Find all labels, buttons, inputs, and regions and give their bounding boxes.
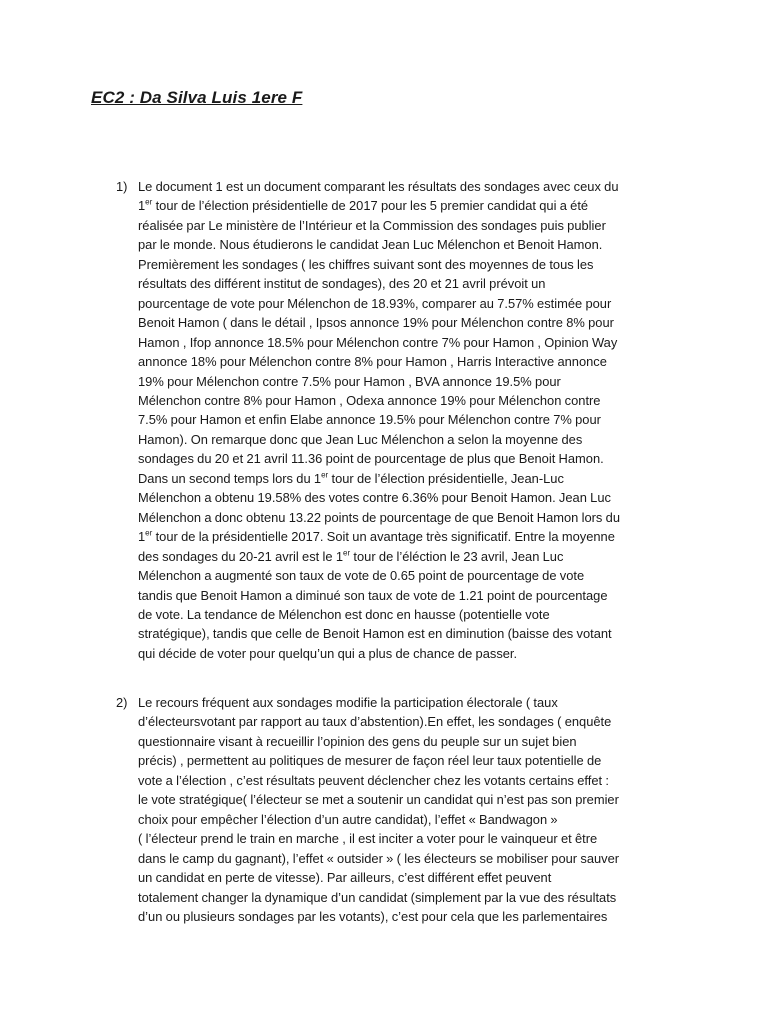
text-line: d’un ou plusieurs sondages par les votants), c’est pour cela que les parlementaires: [138, 908, 608, 924]
answer-1: [116, 177, 714, 663]
answer-2: [116, 693, 714, 926]
text-line: stratégique), tandis que celle de Benoit Hamon est en diminution (baisse des votant: [138, 626, 612, 642]
text-line: 7.5% pour Hamon et enfin Elabe annonce 19.5% pour Mélenchon contre 7% pour: [138, 412, 601, 428]
text-line: vote a l’élection , c’est résultats peuvent déclencher chez les votants certains effet :: [138, 772, 609, 788]
text-line: résultats des différent institut de sondages), des 20 et 21 avril prévoit un: [138, 276, 546, 292]
text-line: 1er tour de la présidentielle 2017. Soit un avantage très significatif. Entre la moyenne: [138, 528, 615, 545]
text-line: Mélenchon a obtenu 19.58% des votes contre 6.36% pour Benoit Hamon. Jean Luc: [138, 490, 611, 506]
text-line: par le monde. Nous étudierons le candidat Jean Luc Mélenchon et Benoit Hamon.: [138, 237, 603, 253]
text-line: Premièrement les sondages ( les chiffres suivant sont des moyennes de tous les: [138, 256, 594, 272]
text-line: sondages du 20 et 21 avril 11.36 point de pourcentage de plus que Benoit Hamon.: [138, 451, 604, 467]
text-line: Mélenchon a donc obtenu 13.22 points de pourcentage de que Benoit Hamon lors du: [138, 509, 620, 525]
answer-text: [138, 177, 714, 663]
answer-text: [138, 693, 714, 926]
text-line: tandis que Benoit Hamon a diminué son taux de vote de 1.21 point de pourcentage: [138, 587, 608, 603]
text-line: le vote stratégique( l’électeur se met a soutenir un candidat qui n’est pas son premier: [138, 792, 619, 808]
text-line: pourcentage de vote pour Mélenchon de 18.93%, comparer au 7.57% estimée pour: [138, 295, 612, 311]
text-line: précis) , permettent au politiques de mesurer de façon réel leur taux potentielle de: [138, 753, 602, 769]
answer-number: 2): [116, 695, 128, 710]
text-line: 1er tour de l’élection présidentielle de 2017 pour les 5 premier candidat qui a été: [138, 198, 589, 214]
text-line: dans le camp du gagnant), l’effet « outsider » ( les électeurs se mobiliser pour sauver: [138, 850, 620, 866]
text-line: Mélenchon contre 8% pour Hamon , Odexa annonce 19% pour Mélenchon contre: [138, 392, 601, 408]
text-line: Mélenchon a augmenté son taux de vote de 0.65 point de pourcentage de vote: [138, 568, 585, 584]
text-line: annonce 18% pour Mélenchon contre 8% pour Hamon , Harris Interactive annonce: [138, 354, 607, 370]
text-line: Le recours fréquent aux sondages modifie la participation électorale ( taux: [138, 695, 558, 710]
document-title: EC2 : Da Silva Luis 1ere F: [91, 88, 303, 107]
text-line: choix pour empêcher l’élection d’un autre candidat), l’effet « Bandwagon »: [138, 811, 558, 827]
text-line: Hamon). On remarque donc que Jean Luc Mélenchon a selon la moyenne des: [138, 431, 583, 447]
text-line: réalisée par Le ministère de l’Intérieur et la Commission des sondages puis publier: [138, 217, 606, 233]
text-line: ( l’électeur prend le train en marche , il est inciter a voter pour le vainqueur et être: [138, 831, 598, 847]
answer-number: 1): [116, 179, 128, 194]
text-line: 19% pour Mélenchon contre 7.5% pour Hamon , BVA annonce 19.5% pour: [138, 373, 561, 389]
text-line: totalement changer la dynamique d’un candidat (simplement par la vue des résultats: [138, 889, 617, 905]
text-line: un candidat en perte de vitesse). Par ailleurs, c’est différent effet peuvent: [138, 870, 552, 886]
text-line: des sondages du 20-21 avril est le 1er tour de l’éléction le 23 avril, Jean Luc: [138, 548, 564, 564]
text-line: Benoit Hamon ( dans le détail , Ipsos annonce 19% pour Mélenchon contre 8% pour: [138, 315, 614, 331]
text-line: Le document 1 est un document comparant les résultats des sondages avec ceux du: [138, 179, 619, 194]
text-line: de vote. La tendance de Mélenchon est donc en hausse (potentielle vote: [138, 606, 550, 622]
text-line: questionnaire visant à recueillir l’opinion des gens du peuple sur un sujet bien: [138, 733, 577, 749]
text-line: Hamon , Ifop annonce 18.5% pour Mélenchon contre 7% pour Hamon , Opinion Way: [138, 334, 618, 350]
text-line: d’électeursvotant par rapport au taux d’abstention).En effet, les sondages ( enquête: [138, 714, 612, 730]
text-line: qui décide de voter pour quelqu’un qui a plus de chance de passer.: [138, 645, 518, 661]
text-line: Dans un second temps lors du 1er tour de l’élection présidentielle, Jean-Luc: [138, 470, 564, 486]
